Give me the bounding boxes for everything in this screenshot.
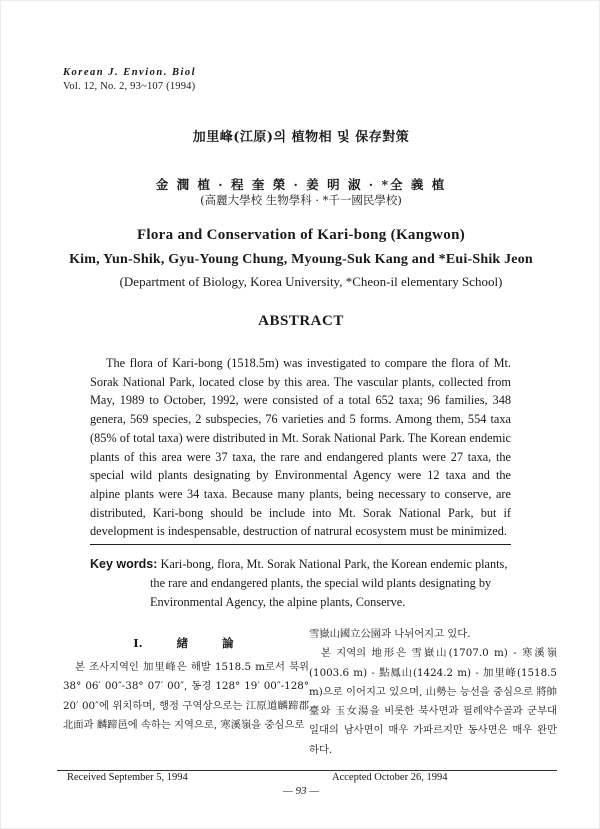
journal-volume: Vol. 12, No. 2, 93~107 (1994)	[63, 81, 196, 92]
intro-continuation: 雪嶽山國立公園과 나뉘어지고 있다.	[309, 628, 471, 640]
korean-authors: 金 潤 植 · 程 奎 榮 · 姜 明 淑 · *全 義 植	[155, 177, 447, 192]
keywords-block	[90, 555, 520, 612]
received-date: Received September 5, 1994	[67, 772, 188, 783]
keywords-text: Kari-bong, flora, Mt. Sorak National Park, the Korean endemic plants, the rare and endangered plants, the special wild plants designating by Environmental Agency, the alpine plants, Conserve.	[150, 557, 508, 609]
english-authors: Kim, Yun-Shik, Gyu-Young Chung, Myoung-Suk Kang and *Eui-Shik Jeon	[69, 252, 533, 267]
intro-paragraph-right: 본 지역의 地形은 雪嶽山(1707.0 m) - 寒溪嶺(1003.6 m) - 點鳳山(1424.2 m) - 加里峰(1518.5 m)으로 이어지고 있으며, 山勢는 능선을 중심으로 將帥臺와 玉女湯을 비롯한 북사면과 필례약수골과 군부대 일대의 남사면이 매우 가파르지만 동사면은 매우 완만하다.	[309, 647, 557, 756]
page-number: — 93 —	[282, 785, 320, 797]
intro-paragraph-left: 본 조사지역인 加里峰은 해발 1518.5 m로서 북위 38° 06′ 00″-38° 07′ 00″, 동경 128° 19′ 00″-128° 20′ 00″에 위치하며, 행정 구역상으로는 江原道麟蹄郡 北面과 麟蹄邑에 속하는 지역으로, 寒溪嶺을 중심으로	[63, 661, 309, 731]
abstract-divider	[90, 544, 511, 545]
journal-citation	[63, 66, 196, 94]
abstract-paragraph: The flora of Kari-bong (1518.5m) was investigated to compare the flora of Mt. Sorak National Park, located close by this area. The vascular plants, collected from May, 1989 to October, 1992, were consisted of a total 652 taxa; 96 families, 348 genera, 569 species, 2 subspecies, 76 varieties and 5 forms. Among them, 554 taxa (85% of total taxa) were distributed in Mt. Sorak National Park. The Korean endemic plants of this area were 37 taxa, the rare and endangered plants were 27 taxa, the special wild plants designating by Environmental Agency were 12 taxa and the alpine plants were 34 taxa. Because many plants, being necessary to conserve, are distributed, Kari-bong should be include into Mt. Sorak National Park, but if development is indespensable, destruction of natrural ecosystem must be minimized.	[90, 356, 511, 539]
keywords-label: Key words:	[90, 557, 158, 571]
korean-title: 加里峰(江原)의 植物相 및 保存對策	[192, 130, 410, 145]
korean-affiliation: (高麗大學校 生物學科 · *千一國民學校)	[200, 193, 402, 207]
journal-name: Korean J. Envion. Biol	[63, 67, 197, 78]
english-title: Flora and Conservation of Kari-bong (Kangwon)	[136, 227, 466, 243]
footer-divider	[57, 770, 557, 771]
right-column	[309, 625, 557, 760]
accepted-date: Accepted October 26, 1994	[332, 772, 448, 783]
section-heading-introduction: I. 緖 論	[133, 636, 234, 650]
left-column	[63, 658, 309, 735]
english-affiliation: (Department of Biology, Korea University, *Cheon-il elementary School)	[119, 274, 503, 289]
abstract-heading: ABSTRACT	[258, 313, 344, 329]
abstract-body	[90, 354, 511, 541]
